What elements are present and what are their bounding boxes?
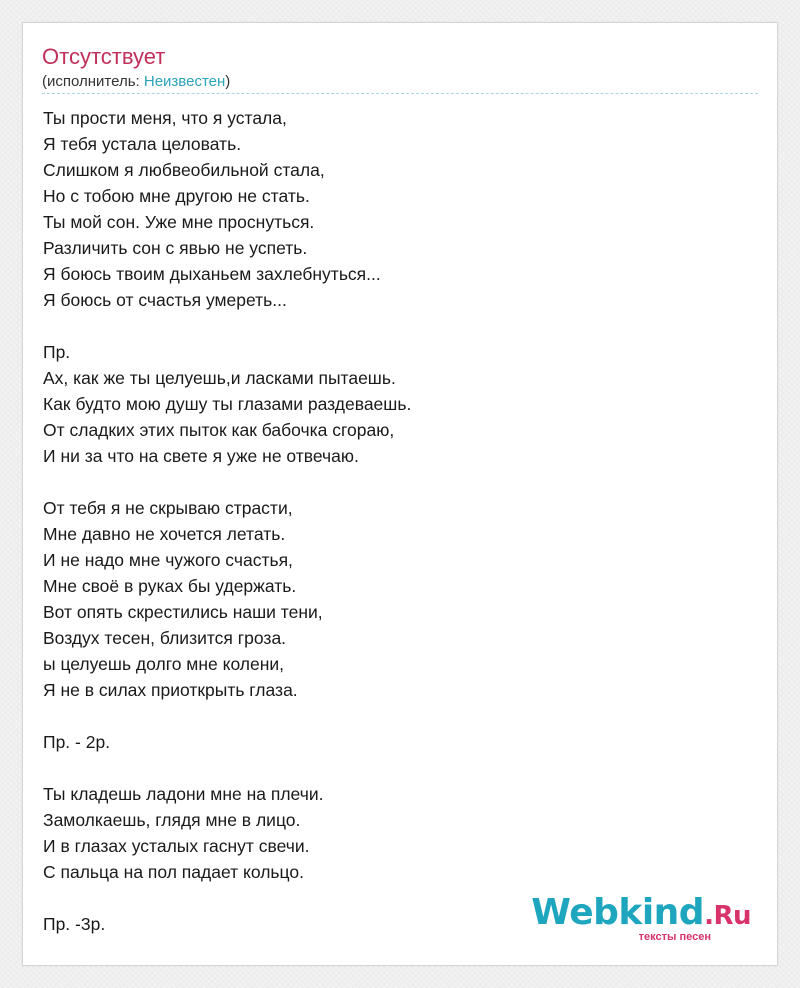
webkind-logo[interactable]: [531, 892, 751, 945]
lyric-line: От сладких этих пыток как бабочка сгораю,: [43, 420, 395, 440]
lyric-line: Ты прости меня, что я устала,: [43, 108, 287, 128]
lyric-line: Различить сон с явью не успеть.: [43, 238, 308, 258]
lyric-line: Я боюсь от счастья умереть...: [43, 290, 287, 310]
lyric-line: Замолкаешь, глядя мне в лицо.: [43, 810, 301, 830]
lyric-line: Ты мой сон. Уже мне проснуться.: [43, 212, 315, 232]
lyric-line: ы целуешь долго мне колени,: [43, 654, 285, 674]
lyric-line: Как будто мою душу ты глазами раздеваешь.: [43, 394, 412, 414]
title-divider: [42, 93, 758, 94]
lyric-line: Я тебя устала целовать.: [43, 134, 242, 154]
lyric-line: Ах, как же ты целуешь,и ласками пытаешь.: [43, 368, 396, 388]
artist-suffix: ): [225, 73, 231, 90]
lyric-line: Вот опять скрестились наши тени,: [43, 602, 323, 622]
logo-wordmark: [531, 893, 751, 936]
lyric-line: И не надо мне чужого счастья,: [43, 550, 293, 570]
logo-tld: .Ru: [704, 901, 751, 931]
lyric-line: С пальца на пол падает кольцо.: [43, 862, 304, 882]
lyric-line: Слишком я любвеобильной стала,: [43, 160, 325, 180]
lyric-blank-line: [43, 755, 743, 781]
lyric-line: Но с тобою мне другою не стать.: [43, 186, 310, 206]
lyric-line: Пр.: [43, 342, 71, 362]
lyric-line: От тебя я не скрываю страсти,: [43, 498, 293, 518]
artist-prefix: (исполнитель:: [42, 73, 144, 90]
lyric-line: Мне давно не хочется летать.: [43, 524, 286, 544]
lyric-line: Мне своё в руках бы удержать.: [43, 576, 297, 596]
lyric-line: И в глазах усталых гаснут свечи.: [43, 836, 310, 856]
lyric-blank-line: [43, 469, 743, 495]
lyrics-card: [22, 22, 778, 966]
lyric-line: Я не в силах приоткрыть глаза.: [43, 680, 298, 700]
lyric-line: Я боюсь твоим дыханьем захлебнуться...: [43, 264, 381, 284]
artist-link[interactable]: Неизвестен: [143, 73, 226, 90]
artist-line: [42, 73, 230, 91]
song-title: Отсутствует: [42, 44, 166, 69]
lyric-line: Пр. -3р.: [43, 914, 106, 934]
lyric-blank-line: [43, 313, 743, 339]
lyric-line: Ты кладешь ладони мне на плечи.: [43, 784, 324, 804]
lyric-line: Воздух тесен, близится гроза.: [43, 628, 287, 648]
logo-tagline: тексты песен: [638, 931, 711, 943]
lyrics-body: [43, 105, 743, 937]
lyric-line: И ни за что на свете я уже не отвечаю.: [43, 446, 359, 466]
logo-word: Webkind: [531, 892, 705, 933]
lyric-blank-line: [43, 703, 743, 729]
lyric-line: Пр. - 2р.: [43, 732, 111, 752]
